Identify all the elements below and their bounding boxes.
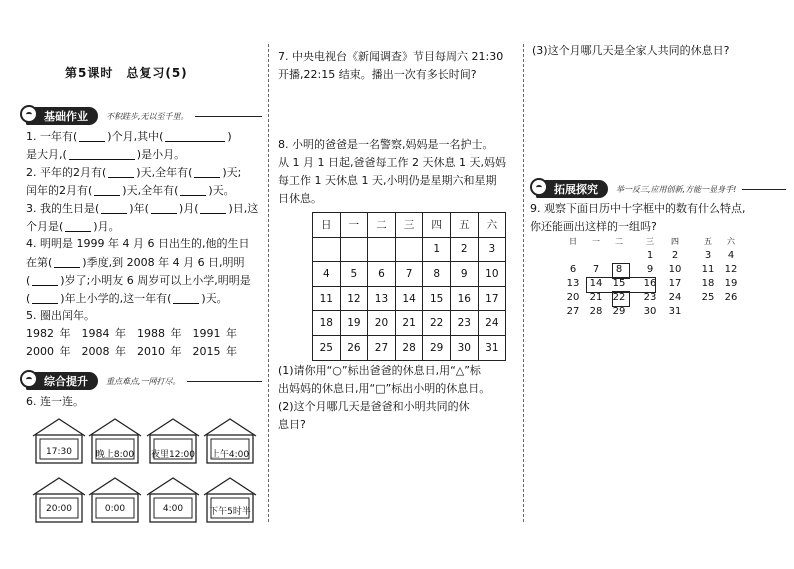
calendar-day: 13 (368, 286, 396, 311)
calendar-day: 7 (395, 262, 423, 287)
clock-house (88, 477, 142, 523)
calendar-day: 3 (478, 237, 506, 262)
section-banner-extension (536, 180, 786, 198)
calendar-day: 26 (340, 335, 368, 360)
clock-house (203, 418, 257, 464)
calendar-header: 二 (368, 213, 396, 238)
calendar-header: 五 (450, 213, 478, 238)
calendar-day: 24 (478, 311, 506, 336)
question-1: 1. 一年有( )个月,其中( ) (26, 130, 232, 143)
calendar-day (368, 237, 396, 262)
calendar-header: 一 (340, 213, 368, 238)
calendar-day: 19 (340, 311, 368, 336)
calendar-day: 11 (313, 286, 341, 311)
question-6: 6. 连一连。 (26, 395, 84, 408)
calendar-day: 9 (450, 262, 478, 287)
question-8-cont3: 日休息。 (278, 192, 322, 205)
question-4-cont3: ( )年上小学的,这一年有( )天。 (26, 292, 228, 305)
question-4-cont: 在第( )季度,到 2008 年 4 月 6 日,明明 (26, 256, 245, 269)
calendar-day: 10 (478, 262, 506, 287)
mini-calendar-day: 25 (701, 292, 715, 303)
section-banner-comprehensive (26, 372, 262, 390)
question-1-cont: 是大月,( )是小月。 (26, 148, 186, 161)
mini-calendar-header: 二 (615, 237, 623, 246)
house-time-label: 17:30 (46, 447, 72, 457)
mini-calendar-header: 六 (727, 237, 735, 246)
question-9-cont: 你还能画出这样的一组吗? (530, 220, 657, 233)
calendar-header-row (313, 213, 506, 238)
calendar-day: 17 (478, 286, 506, 311)
calendar-day: 20 (368, 311, 396, 336)
calendar-day: 6 (368, 262, 396, 287)
years-row-1: 1982 年 1984 年 1988 年 1991 年 (26, 327, 237, 340)
mini-calendar-day: 18 (701, 278, 715, 289)
section-label: 拓展探究 (554, 183, 598, 196)
mini-calendar-day: 16 (643, 278, 657, 289)
calendar-day: 12 (340, 286, 368, 311)
mini-calendar-day: 1 (646, 250, 654, 261)
question-3: 3. 我的生日是( )年( )月( )日,这 (26, 202, 259, 215)
question-8: 8. 小明的爸爸是一名警察,妈妈是一名护士。 (278, 138, 494, 151)
calendar-day (340, 237, 368, 262)
mini-calendar-day: 21 (589, 292, 603, 303)
calendar-day: 27 (368, 335, 396, 360)
clock-house (146, 418, 200, 464)
mini-calendar-day: 9 (646, 264, 654, 275)
mini-calendar-day: 19 (724, 278, 738, 289)
question-5: 5. 圈出闰年。 (26, 309, 95, 322)
column-divider (523, 44, 524, 522)
question-4-cont2: ( )岁了;小明友 6 周岁可以上小学,明明是 (26, 274, 251, 287)
mini-calendar-day: 7 (592, 264, 600, 275)
question-4: 4. 明明是 1999 年 4 月 6 日出生的,他的生日 (26, 237, 250, 250)
house-time-label: 夜里12:00 (151, 450, 195, 460)
section-banner-basic (26, 107, 262, 125)
cross-frame-bottom (612, 291, 630, 307)
clock-house (146, 477, 200, 523)
mini-calendar-header: 日 (569, 237, 577, 246)
subquestion-3: (3)这个月哪几天是全家人共同的休息日? (532, 44, 730, 57)
subquestion-2-cont: 息日? (278, 418, 306, 431)
calendar-day: 15 (423, 286, 451, 311)
calendar-header: 四 (423, 213, 451, 238)
question-2: 2. 平年的2月有( )天,全年有( )天; (26, 166, 242, 179)
calendar-day: 16 (450, 286, 478, 311)
calendar-day: 31 (478, 335, 506, 360)
mini-calendar-day: 15 (612, 278, 626, 289)
mini-calendar-day: 6 (569, 264, 577, 275)
section-label: 基础作业 (44, 110, 88, 123)
calendar-week-row (313, 262, 506, 287)
house-time-label: 20:00 (46, 504, 72, 514)
calendar-day: 2 (450, 237, 478, 262)
mini-calendar-day: 8 (615, 264, 623, 275)
mini-calendar-header: 四 (671, 237, 679, 246)
calendar-day: 25 (313, 335, 341, 360)
clock-house (88, 418, 142, 464)
house-time-label: 4:00 (162, 504, 184, 514)
mini-calendar-day: 11 (701, 264, 715, 275)
mini-calendar (562, 236, 762, 326)
mini-calendar-header: 三 (646, 237, 654, 246)
column-divider (268, 44, 269, 522)
calendar-week-row (313, 286, 506, 311)
subquestion-1: (1)请你用“○”标出爸爸的休息日,用“△”标 (278, 364, 481, 377)
clock-house (32, 418, 86, 464)
calendar-header: 六 (478, 213, 506, 238)
subquestion-1-cont: 出妈妈的休息日,用“□”标出小明的休息日。 (278, 382, 491, 395)
subquestion-2: (2)这个月哪几天是爸爸和小明共同的休 (278, 400, 470, 413)
mini-calendar-day: 13 (566, 278, 580, 289)
question-7: 7. 中央电视台《新闻调查》节目每周六 21:30 (278, 50, 504, 63)
mini-calendar-day: 22 (612, 292, 626, 303)
house-time-label: 晚上8:00 (95, 450, 135, 460)
calendar-header: 日 (313, 213, 341, 238)
question-2-cont: 闰年的2月有( )天,全年有( )天。 (26, 184, 235, 197)
mini-calendar-day: 4 (727, 250, 735, 261)
section-motto: 不积跬步,无以至千里。 (106, 111, 189, 121)
calendar-day (395, 237, 423, 262)
question-8-cont: 从 1 月 1 日起,爸爸每工作 2 天休息 1 天,妈妈 (278, 156, 506, 169)
section-motto: 重点难点,一网打尽。 (106, 376, 181, 386)
house-time-label: 下午5时半 (209, 507, 251, 517)
mini-calendar-day: 27 (566, 306, 580, 317)
house-time-label: 0:00 (104, 504, 126, 514)
calendar-day (313, 237, 341, 262)
section-label: 综合提升 (44, 375, 88, 388)
mini-calendar-day: 2 (671, 250, 679, 261)
calendar-week-row (313, 237, 506, 262)
calendar-day: 18 (313, 311, 341, 336)
mascot-icon (20, 105, 38, 123)
mini-calendar-day: 3 (704, 250, 712, 261)
mini-calendar-day: 14 (589, 278, 603, 289)
mini-calendar-day: 28 (589, 306, 603, 317)
clock-house (203, 477, 257, 523)
mini-calendar-day: 30 (643, 306, 657, 317)
calendar-day: 8 (423, 262, 451, 287)
calendar-day: 4 (313, 262, 341, 287)
mini-calendar-day: 26 (724, 292, 738, 303)
mini-calendar-day: 12 (724, 264, 738, 275)
mini-calendar-day: 20 (566, 292, 580, 303)
question-8-cont2: 每工作 1 天休息 1 天,小明仍是星期六和星期 (278, 174, 497, 187)
calendar-week-row (313, 311, 506, 336)
section-motto: 举一反三,应用创新,方能一显身手! (616, 184, 737, 194)
question-9: 9. 观察下面日历中十字框中的数有什么特点, (530, 202, 746, 215)
house-time-label: 上午4:00 (210, 450, 250, 460)
calendar-day: 29 (423, 335, 451, 360)
mascot-icon (530, 178, 548, 196)
page-title: 第5课时 总复习(5) (65, 66, 188, 80)
mini-calendar-day: 24 (668, 292, 682, 303)
mini-calendar-header: 五 (704, 237, 712, 246)
mini-calendar-day: 23 (643, 292, 657, 303)
calendar-day: 28 (395, 335, 423, 360)
calendar-day: 14 (395, 286, 423, 311)
question-3-cont: 个月是( )月。 (26, 220, 120, 233)
mascot-icon (20, 370, 38, 388)
clock-house (32, 477, 86, 523)
calendar-table (312, 212, 506, 361)
mini-calendar-header: 一 (592, 237, 600, 246)
mini-calendar-day: 29 (612, 306, 626, 317)
calendar-day: 22 (423, 311, 451, 336)
question-7-cont: 开播,22:15 结束。播出一次有多长时间? (278, 68, 477, 81)
calendar-day: 1 (423, 237, 451, 262)
calendar-day: 30 (450, 335, 478, 360)
calendar-week-row (313, 335, 506, 360)
calendar-day: 5 (340, 262, 368, 287)
mini-calendar-day: 10 (668, 264, 682, 275)
calendar-day: 23 (450, 311, 478, 336)
years-row-2: 2000 年 2008 年 2010 年 2015 年 (26, 345, 237, 358)
calendar-header: 三 (395, 213, 423, 238)
mini-calendar-day: 17 (668, 278, 682, 289)
mini-calendar-day: 31 (668, 306, 682, 317)
calendar-day: 21 (395, 311, 423, 336)
